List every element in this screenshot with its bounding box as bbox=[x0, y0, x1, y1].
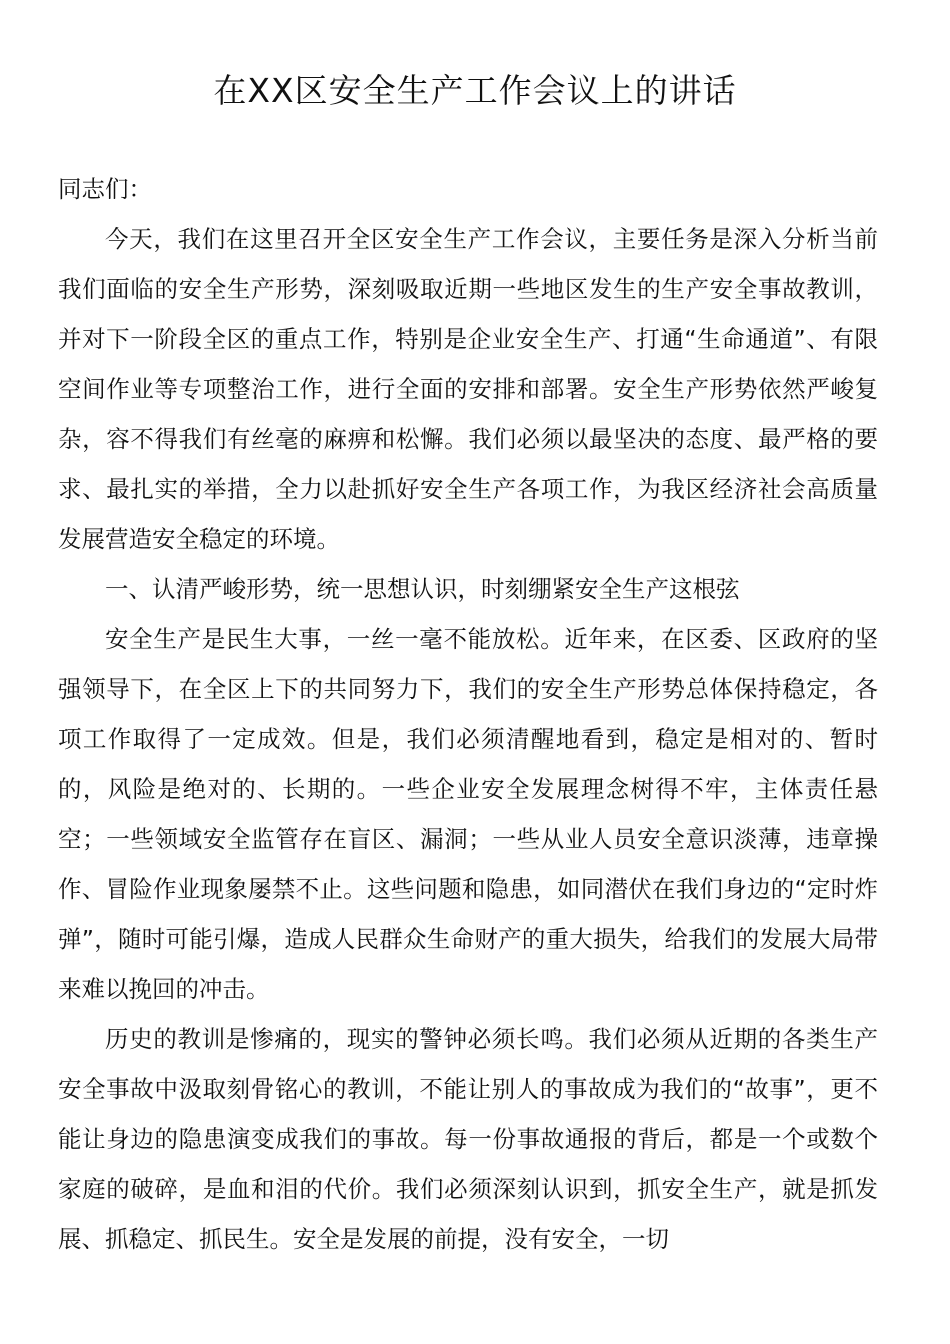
section-paragraph-2: 历史的教训是惨痛的，现实的警钟必须长鸣。我们必须从近期的各类生产安全事故中汲取刻骨铭心的教训，不能让别人的事故成为我们的“故事”，更不能让身边的隐患演变成我们的事故。每一份事故通报的背后，都是一个或数个家庭的破碎，是血和泪的代价。我们必须深刻认识到，抓安全生产，就是抓发展、抓稳定、抓民生。安全是发展的前提，没有安全，一切 bbox=[58, 1025, 878, 1253]
document-title: 在XX区安全生产工作会议上的讲话 bbox=[213, 71, 737, 110]
section-heading: 一、认清严峻形势，统一思想认识，时刻绷紧安全生产这根弦 bbox=[105, 575, 740, 603]
intro-paragraph: 今天，我们在这里召开全区安全生产工作会议，主要任务是深入分析当前我们面临的安全生产形势，深刻吸取近期一些地区发生的生产安全事故教训，并对下一阶段全区的重点工作，特别是企业安全生产、打通“生命通道”、有限空间作业等专项整治工作，进行全面的安排和部署。安全生产形势依然严峻复杂，容不得我们有丝毫的麻痹和松懈。我们必须以最坚决的态度、最严格的要求、最扎实的举措，全力以赴抓好安全生产各项工作，为我区经济社会高质量发展营造安全稳定的环境。 bbox=[58, 225, 878, 553]
section-paragraph-1: 安全生产是民生大事，一丝一毫不能放松。近年来，在区委、区政府的坚强领导下，在全区上下的共同努力下，我们的安全生产形势总体保持稳定，各项工作取得了一定成效。但是，我们必须清醒地看到，稳定是相对的、暂时的，风险是绝对的、长期的。一些企业安全发展理念树得不牢，主体责任悬空；一些领域安全监管存在盲区、漏洞；一些从业人员安全意识淡薄，违章操作、冒险作业现象屡禁不止。这些问题和隐患，如同潜伏在我们身边的“定时炸弹”，随时可能引爆，造成人民群众生命财产的重大损失，给我们的发展大局带来难以挽回的冲击。 bbox=[58, 625, 878, 1003]
salutation: 同志们： bbox=[58, 175, 152, 203]
